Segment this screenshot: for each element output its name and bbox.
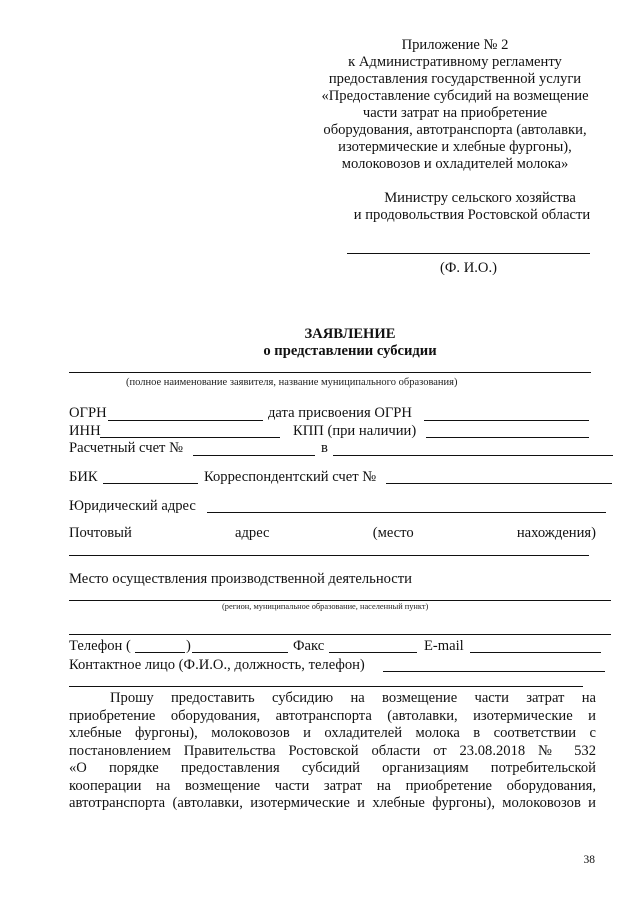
contact-field[interactable] — [383, 671, 605, 672]
appendix-line: к Административному регламенту — [348, 54, 562, 70]
bik-field[interactable] — [103, 483, 198, 484]
postal-word: нахождения) — [516, 525, 596, 541]
appendix-line: «Предоставление субсидий на возмещение — [321, 88, 589, 104]
activity-extra-line[interactable] — [69, 634, 611, 635]
paragraph-line: приобретение оборудования, автотранспорта (автолавки, изотермические и — [69, 707, 596, 724]
corr-account-label: Корреспондентский счет № — [204, 469, 377, 485]
legal-address-field[interactable] — [207, 512, 606, 513]
appendix-line: предоставления государственной услуги — [328, 71, 582, 87]
appendix-line: части затрат на приобретение — [362, 105, 548, 121]
paragraph-line: хлебные фургоны), молоковозов и охладителей молока в соответствии с — [69, 725, 596, 741]
corr-account-field[interactable] — [386, 483, 612, 484]
phone-mid: ) — [186, 638, 191, 654]
postal-address-label — [69, 525, 596, 542]
ogrn-date-field[interactable] — [424, 420, 589, 421]
request-paragraph — [69, 690, 596, 813]
postal-word: адрес — [235, 525, 270, 541]
paragraph-line: автотранспорта (автолавки, изотермические и хлебные фургоны), молоковозов и — [69, 795, 596, 811]
account-label: Расчетный счет № — [69, 440, 183, 456]
legal-address-label: Юридический адрес — [69, 498, 196, 514]
phone-code-field[interactable] — [135, 652, 185, 653]
recipient-fio-line[interactable] — [347, 253, 590, 254]
kpp-label: КПП (при наличии) — [293, 423, 417, 439]
ogrn-field[interactable] — [108, 420, 263, 421]
document-title: ЗАЯВЛЕНИЕ — [304, 326, 396, 342]
appendix-line: Приложение № 2 — [401, 37, 509, 53]
account-field[interactable] — [193, 455, 315, 456]
phone-label: Телефон ( — [69, 638, 131, 654]
activity-label: Место осуществления производственной деятельности — [69, 571, 412, 587]
fax-field[interactable] — [329, 652, 417, 653]
inn-label: ИНН — [69, 423, 101, 439]
contact-extra-line[interactable] — [69, 686, 583, 687]
page-number: 38 — [583, 854, 595, 866]
postal-word: Почтовый — [69, 525, 132, 541]
appendix-line: оборудования, автотранспорта (автолавки, — [323, 122, 587, 138]
paragraph-line: Прошу предоставить субсидию на возмещение части затрат на — [110, 690, 596, 706]
postal-word: (место — [372, 525, 414, 541]
activity-field[interactable] — [69, 600, 611, 601]
email-label: E-mail — [424, 638, 464, 654]
applicant-caption: (полное наименование заявителя, название муниципального образования) — [126, 377, 458, 388]
recipient-fio-caption: (Ф. И.О.) — [440, 260, 497, 276]
ogrn-row — [69, 405, 107, 422]
contact-label: Контактное лицо (Ф.И.О., должность, телефон) — [69, 657, 365, 673]
kpp-field[interactable] — [426, 437, 589, 438]
postal-address-field[interactable] — [69, 555, 589, 556]
bik-label: БИК — [69, 469, 98, 485]
recipient-line-1: Министру сельского хозяйства — [384, 190, 576, 206]
ogrn-label: ОГРН — [69, 405, 107, 421]
fax-label: Факс — [293, 638, 325, 654]
appendix-block — [305, 37, 605, 173]
bank-field[interactable] — [333, 455, 613, 456]
phone-number-field[interactable] — [192, 652, 288, 653]
recipient-line-2: и продовольствия Ростовской области — [353, 207, 591, 223]
activity-caption: (регион, муниципальное образование, населенный пункт) — [222, 602, 429, 611]
inn-field[interactable] — [100, 437, 280, 438]
applicant-name-line[interactable] — [69, 372, 591, 373]
bank-in-label: в — [321, 440, 328, 456]
paragraph-line: кооперации на возмещение части затрат на приобретение оборудования, — [69, 777, 596, 794]
document-subtitle: о представлении субсидии — [263, 343, 437, 359]
appendix-line: молоковозов и охладителей молока» — [341, 156, 569, 172]
appendix-line: изотермические и хлебные фургоны), — [338, 139, 572, 155]
email-field[interactable] — [470, 652, 601, 653]
paragraph-line: постановлением Правительства Ростовской области от 23.08.2018 № 532 — [69, 742, 596, 759]
ogrn-date-label: дата присвоения ОГРН — [268, 405, 412, 421]
paragraph-line: «О порядке предоставления субсидий организациям потребительской — [69, 760, 596, 776]
